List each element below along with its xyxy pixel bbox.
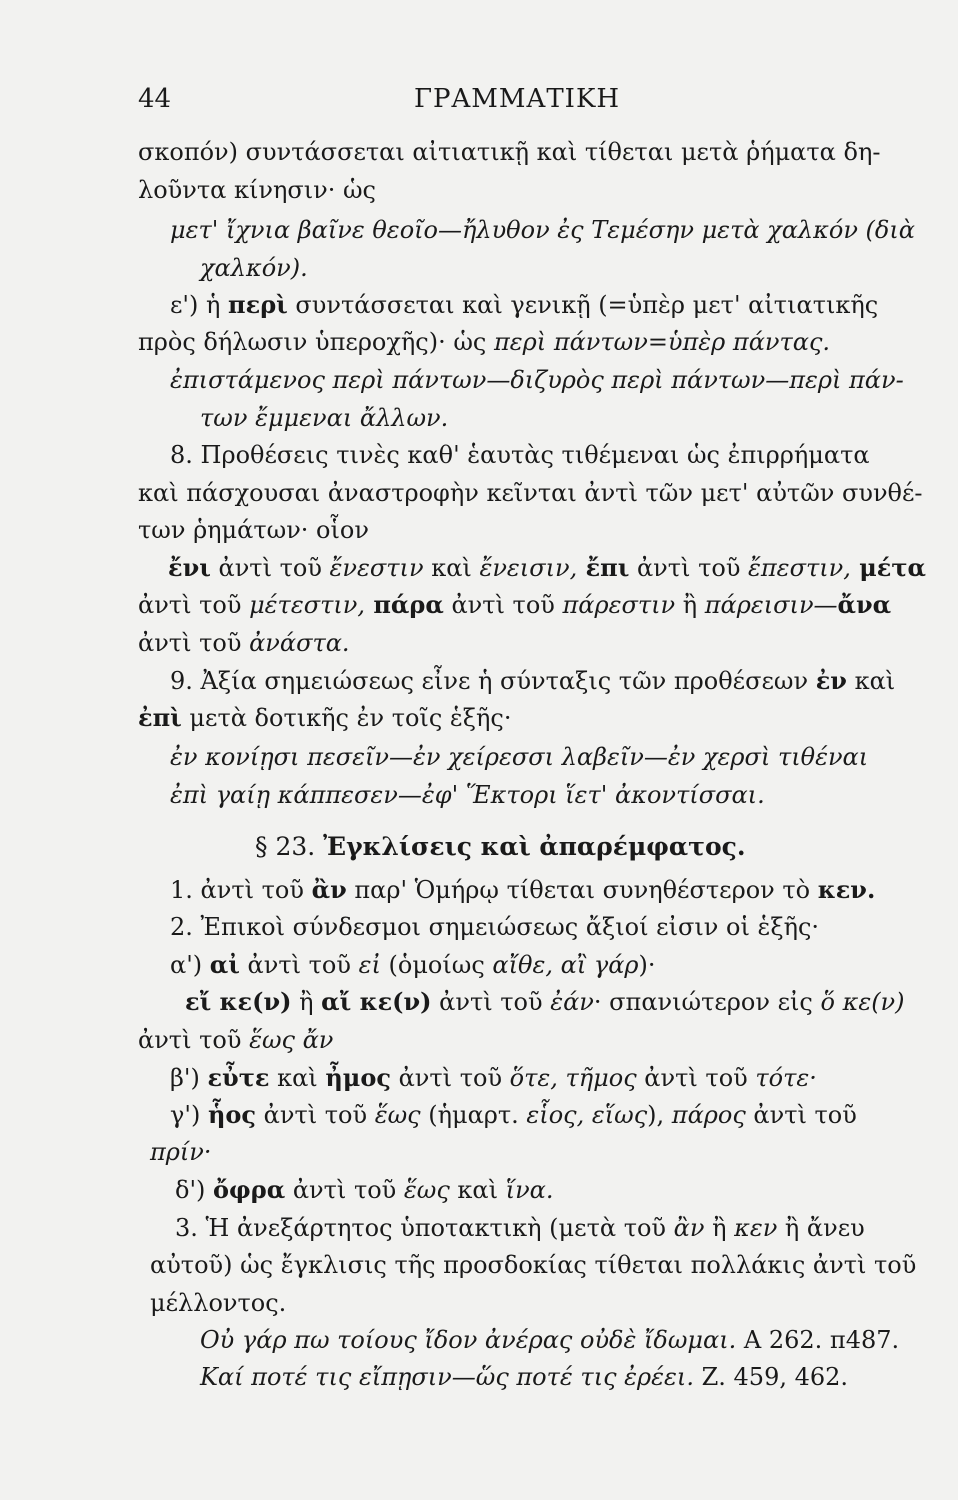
section-heading: § 23. Ἐγκλίσεις καὶ ἀπαρέμφατος. [255, 832, 746, 861]
text-line: ε') ἡ περὶ συντάσσεται καὶ γενικῇ (=ὑπὲρ μετ' αἰτιατικῆς [170, 290, 879, 319]
quote-line: μετ' ἴχνια βαῖνε θεοῖο—ἤλυθον ἐς Τεμέσην μετὰ χαλκόν (διὰ [170, 216, 915, 244]
text-line: πρὸς δήλωσιν ὑπεροχῆς)· ὡς περὶ πάντων=ὑπὲρ πάντας. [138, 328, 831, 356]
text-line: γ') ἧος ἀντὶ τοῦ ἕως (ἡμαρτ. εἷος, εἵως), πάρος ἀντὶ τοῦ [170, 1100, 857, 1129]
quote-line: Οὐ γάρ πω τοίους ἴδον ἀνέρας οὐδὲ ἴδωμαι. Α 262. π487. [200, 1326, 900, 1354]
text-line: 8. Προθέσεις τινὲς καθ' ἑαυτὰς τιθέμεναι ὡς ἐπιρρήματα [170, 441, 870, 469]
text-line: 9. Ἀξία σημειώσεως εἶνε ἡ σύνταξις τῶν προθέσεων ἐν καὶ [170, 666, 896, 695]
text-line: μέλλοντος. [150, 1289, 287, 1317]
text-line: 3. Ἡ ἀνεξάρτητος ὑποτακτικὴ (μετὰ τοῦ ἂν ἢ κεν ἢ ἄνευ [175, 1214, 865, 1242]
text-line: β') εὖτε καὶ ἦμος ἀντὶ τοῦ ὅτε, τῆμος ἀντὶ τοῦ τότε· [170, 1063, 817, 1092]
text-line: των ῥημάτων· οἷον [138, 516, 369, 544]
quote-line: ἐπὶ γαίῃ κάππεσεν—ἐφ' Ἕκτορι ἵετ' ἀκοντίσσαι. [170, 781, 765, 809]
text-line: α') αἰ ἀντὶ τοῦ εἰ (ὁμοίως αἴθε, αἲ γάρ)· [170, 950, 656, 979]
text-line: λοῦντα κίνησιν· ὡς [138, 176, 376, 204]
page-number: 44 [138, 84, 172, 114]
quote-line: ἐπιστάμενος περὶ πάντων—διζυρὸς περὶ πάντων—περὶ πάν- [170, 366, 904, 394]
text-line: εἴ κε(ν) ἢ αἴ κε(ν) ἀντὶ τοῦ ἐάν· σπανιώτερον εἰς ὅ κε(ν) [185, 987, 905, 1016]
text-line: ἀντὶ τοῦ ἀνάστα. [138, 629, 350, 657]
quote-line: ἐν κονίῃσι πεσεῖν—ἐν χείρεσσι λαβεῖν—ἐν χερσὶ τιθέναι [170, 743, 869, 771]
text-line: σκοπόν) συντάσσεται αἰτιατικῇ καὶ τίθεται μετὰ ῥήματα δη- [138, 138, 881, 166]
text-line: ἔνι ἀντὶ τοῦ ἔνεστιν καὶ ἔνεισιν, ἔπι ἀντὶ τοῦ ἔπεστιν, μέτα [168, 553, 926, 582]
page-header [138, 84, 898, 124]
quote-line: Καί ποτέ τις εἴπῃσιν—ὥς ποτέ τις ἐρέει. Ζ. 459, 462. [200, 1363, 849, 1391]
text-line: 2. Ἐπικοὶ σύνδεσμοι σημειώσεως ἄξιοί εἰσιν οἱ ἑξῆς· [170, 913, 820, 941]
running-title: ΓΡΑΜΜΑΤΙΚΗ [414, 84, 621, 114]
text-line: 1. ἀντὶ τοῦ ἂν παρ' Ὁμήρῳ τίθεται συνηθέστερον τὸ κεν. [170, 875, 876, 904]
quote-line: χαλκόν). [200, 254, 308, 282]
text-line: καὶ πάσχουσαι ἀναστροφὴν κεῖνται ἀντὶ τῶν μετ' αὐτῶν συνθέ- [138, 479, 923, 507]
text-line: ἐπὶ μετὰ δοτικῆς ἐν τοῖς ἑξῆς· [138, 703, 512, 732]
text-line: δ') ὄφρα ἀντὶ τοῦ ἕως καὶ ἵνα. [175, 1175, 554, 1204]
text-line: πρίν· [150, 1138, 212, 1166]
text-line: ἀντὶ τοῦ ἕως ἄν [138, 1026, 334, 1054]
text-line: αὐτοῦ) ὡς ἔγκλισις τῆς προσδοκίας τίθεται πολλάκις ἀντὶ τοῦ [150, 1251, 917, 1279]
quote-line: των ἔμμεναι ἄλλων. [200, 404, 449, 432]
text-line: ἀντὶ τοῦ μέτεστιν, πάρα ἀντὶ τοῦ πάρεστιν ἢ πάρεισιν—ἄνα [138, 590, 892, 619]
